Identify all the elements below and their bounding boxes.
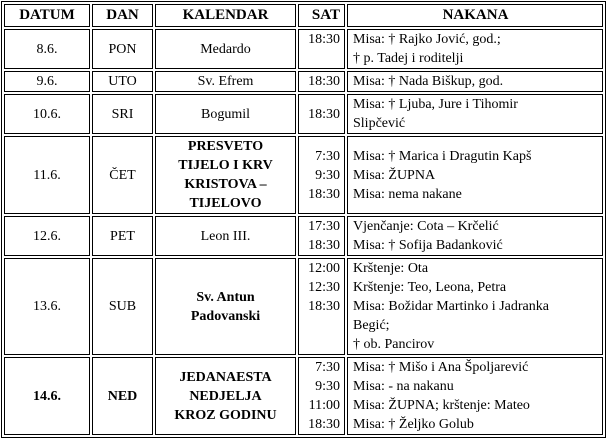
intention-line: Misa: † Mišo i Ana Špoljarević <box>353 360 529 375</box>
table-row <box>4 357 603 435</box>
cell-calendar <box>155 94 296 134</box>
cell-calendar <box>155 136 296 214</box>
cell-date: 12.6. <box>4 216 90 256</box>
calendar-line: Leon III. <box>200 228 251 244</box>
cell-intention <box>347 357 603 435</box>
time-entry: 9:30 <box>315 167 340 183</box>
cell-date: 14.6. <box>4 357 90 435</box>
header-sat: SAT <box>298 4 345 27</box>
cell-day: SRI <box>92 94 153 134</box>
time-entry: 18:30 <box>308 106 340 122</box>
cell-intention <box>347 258 603 355</box>
cell-calendar <box>155 258 296 355</box>
table-body <box>4 29 603 435</box>
cell-day: PET <box>92 216 153 256</box>
cell-time <box>298 258 345 355</box>
cell-time <box>298 357 345 435</box>
cell-intention <box>347 29 603 69</box>
intention-line: Misa: † Ljuba, Jure i Tihomir <box>353 97 518 112</box>
header-row <box>4 4 603 27</box>
intention-line: Misa: † Željko Golub <box>353 417 474 432</box>
cell-date: 9.6. <box>4 71 90 92</box>
time-entry: 11:00 <box>308 398 340 413</box>
time-entry: 18:30 <box>308 299 340 314</box>
cell-intention <box>347 216 603 256</box>
table-row <box>4 136 603 214</box>
table-row <box>4 258 603 355</box>
calendar-line: TIJELOVO <box>189 196 262 211</box>
cell-calendar <box>155 216 296 256</box>
time-entry: 12:30 <box>308 280 340 295</box>
intention-line: Misa: † Nada Biškup, god. <box>353 74 504 89</box>
cell-time <box>298 29 345 69</box>
table-row <box>4 29 603 69</box>
time-entry: 18:30 <box>308 238 340 253</box>
intention-line: Misa: † Sofija Badanković <box>353 238 503 253</box>
calendar-line: Sv. Efrem <box>197 74 254 89</box>
intention-line: Vjenčanje: Cota – Krčelić <box>353 219 499 234</box>
time-entry: 18:30 <box>308 186 340 202</box>
cell-time <box>298 136 345 214</box>
cell-time <box>298 216 345 256</box>
time-entry: 18:30 <box>308 417 340 432</box>
calendar-line: NEDJELJA <box>189 388 262 404</box>
time-entry: 17:30 <box>308 219 340 234</box>
calendar-line: JEDANAESTA <box>179 369 272 385</box>
calendar-line: KRISTOVA – <box>184 177 267 192</box>
calendar-line: KROZ GODINU <box>174 407 277 423</box>
intention-line: Slipčević <box>353 116 406 131</box>
intention-line: Misa: † Rajko Jović, god.; <box>353 32 501 47</box>
header-nakana: NAKANA <box>347 4 603 27</box>
time-entry: 18:30 <box>308 32 340 47</box>
cell-calendar <box>155 357 296 435</box>
intention-line: Misa: - na nakanu <box>353 379 454 394</box>
intention-line: Misa: ŽUPNA; krštenje: Mateo <box>353 398 530 413</box>
table-header <box>4 4 603 27</box>
cell-day: ČET <box>92 136 153 214</box>
table-row <box>4 216 603 256</box>
cell-day: SUB <box>92 258 153 355</box>
intention-line: † p. Tadej i roditelji <box>353 51 464 66</box>
table-row <box>4 94 603 134</box>
cell-date: 13.6. <box>4 258 90 355</box>
cell-time <box>298 71 345 92</box>
time-entry: 9:30 <box>315 379 340 394</box>
time-entry: 18:30 <box>308 74 340 89</box>
calendar-line: Padovanski <box>190 308 261 324</box>
header-kalendar: KALENDAR <box>155 4 296 27</box>
table-row <box>4 71 603 92</box>
intention-line: † ob. Pancirov <box>353 337 435 352</box>
cell-intention <box>347 136 603 214</box>
header-dan: DAN <box>92 4 153 27</box>
time-entry: 7:30 <box>315 360 340 375</box>
cell-intention <box>347 71 603 92</box>
cell-calendar <box>155 71 296 92</box>
cell-day: NED <box>92 357 153 435</box>
intention-line: Krštenje: Ota <box>353 261 429 276</box>
intention-line: Misa: ŽUPNA <box>353 167 436 183</box>
calendar-line: TIJELO I KRV <box>178 158 273 173</box>
cell-day: UTO <box>92 71 153 92</box>
cell-calendar <box>155 29 296 69</box>
cell-day: PON <box>92 29 153 69</box>
cell-time <box>298 94 345 134</box>
cell-date: 11.6. <box>4 136 90 214</box>
intention-line: Misa: † Marica i Dragutin Kapš <box>353 148 532 164</box>
calendar-line: Medardo <box>200 41 251 57</box>
calendar-line: PRESVETO <box>187 139 264 154</box>
intention-line: Misa: nema nakane <box>353 186 462 202</box>
calendar-line: Bogumil <box>200 106 250 122</box>
time-entry: 12:00 <box>308 261 340 276</box>
intention-line: Misa: Božidar Martinko i Jadranka <box>353 299 549 314</box>
cell-intention <box>347 94 603 134</box>
time-entry: 7:30 <box>315 148 340 164</box>
cell-date: 10.6. <box>4 94 90 134</box>
cell-date: 8.6. <box>4 29 90 69</box>
mass-schedule-table <box>1 1 606 438</box>
header-datum: DATUM <box>4 4 90 27</box>
intention-line: Begić; <box>353 318 390 333</box>
calendar-line: Sv. Antun <box>196 289 255 305</box>
intention-line: Krštenje: Teo, Leona, Petra <box>353 280 507 295</box>
